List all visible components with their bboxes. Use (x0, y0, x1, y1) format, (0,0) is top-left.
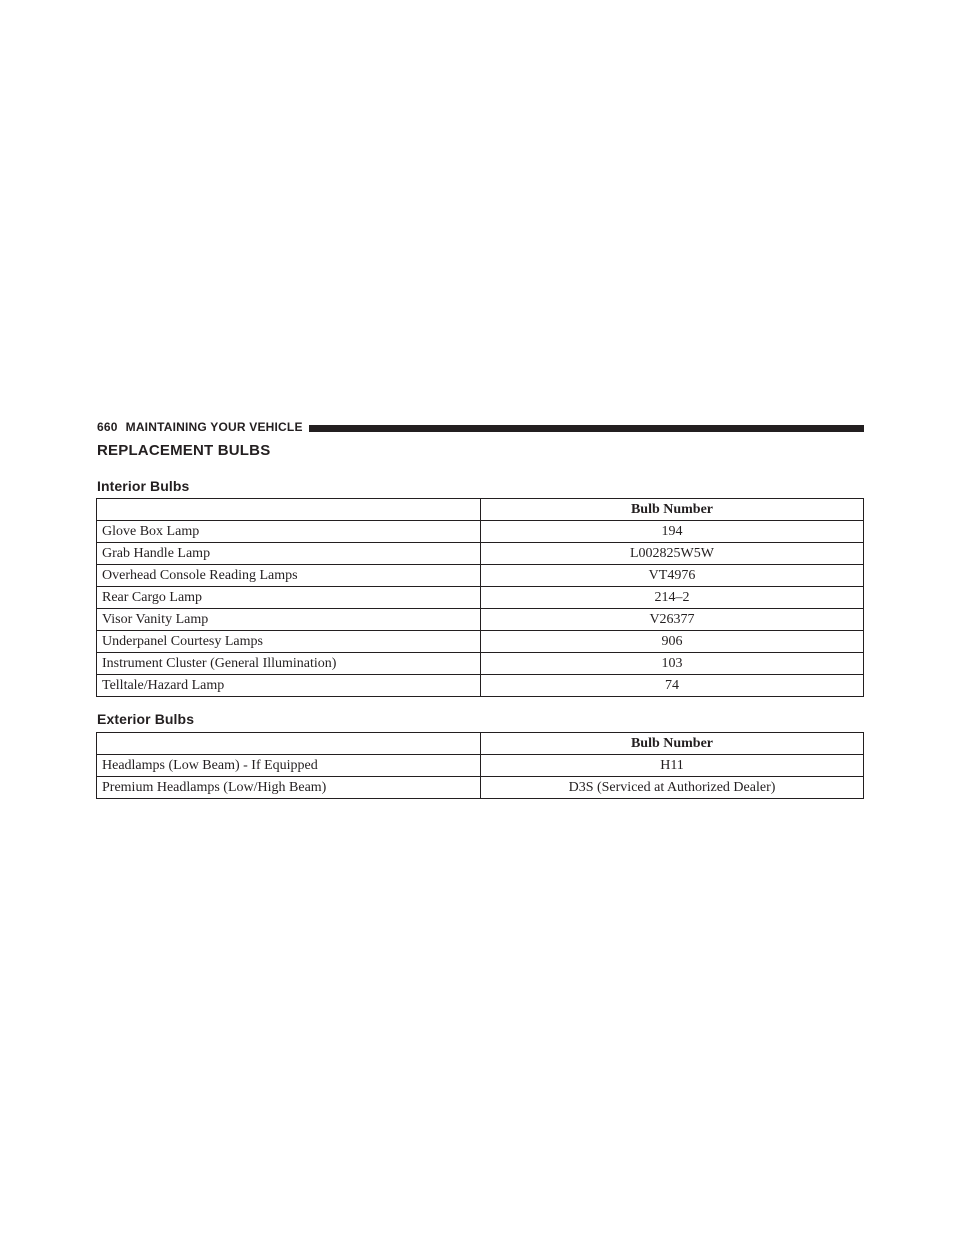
interior-bulbs-table (96, 498, 864, 697)
bulb-number: 906 (481, 631, 864, 653)
empty-header-cell (97, 733, 481, 755)
section-title: MAINTAINING YOUR VEHICLE (125, 420, 303, 434)
page-title: REPLACEMENT BULBS (97, 442, 271, 459)
bulb-number: D3S (Serviced at Authorized Dealer) (481, 777, 864, 799)
bulb-name: Grab Handle Lamp (97, 543, 481, 565)
bulb-number: 214–2 (481, 587, 864, 609)
table-row (97, 587, 864, 609)
table-row (97, 609, 864, 631)
interior-bulbs-heading: Interior Bulbs (97, 478, 190, 494)
bulb-number: 74 (481, 675, 864, 697)
bulb-number-header: Bulb Number (481, 499, 864, 521)
exterior-bulbs-heading: Exterior Bulbs (97, 711, 195, 727)
bulb-name: Telltale/Hazard Lamp (97, 675, 481, 697)
table-row (97, 565, 864, 587)
table-row (97, 675, 864, 697)
header-rule (309, 425, 864, 432)
bulb-name: Instrument Cluster (General Illumination) (97, 653, 481, 675)
table-row (97, 653, 864, 675)
bulb-name: Premium Headlamps (Low/High Beam) (97, 777, 481, 799)
bulb-number: V26377 (481, 609, 864, 631)
page-number: 660 (97, 420, 118, 434)
bulb-name: Glove Box Lamp (97, 521, 481, 543)
bulb-name: Visor Vanity Lamp (97, 609, 481, 631)
bulb-number: VT4976 (481, 565, 864, 587)
bulb-name: Headlamps (Low Beam) - If Equipped (97, 755, 481, 777)
table-header-row (97, 499, 864, 521)
table-row (97, 631, 864, 653)
bulb-name: Overhead Console Reading Lamps (97, 565, 481, 587)
exterior-bulbs-table (96, 732, 864, 799)
bulb-number: L002825W5W (481, 543, 864, 565)
page-header (97, 418, 864, 436)
bulb-number: 103 (481, 653, 864, 675)
bulb-number-header: Bulb Number (481, 733, 864, 755)
table-row (97, 777, 864, 799)
bulb-name: Underpanel Courtesy Lamps (97, 631, 481, 653)
table-row (97, 521, 864, 543)
table-header-row (97, 733, 864, 755)
bulb-number: 194 (481, 521, 864, 543)
table-row (97, 755, 864, 777)
bulb-name: Rear Cargo Lamp (97, 587, 481, 609)
empty-header-cell (97, 499, 481, 521)
bulb-number: H11 (481, 755, 864, 777)
table-row (97, 543, 864, 565)
